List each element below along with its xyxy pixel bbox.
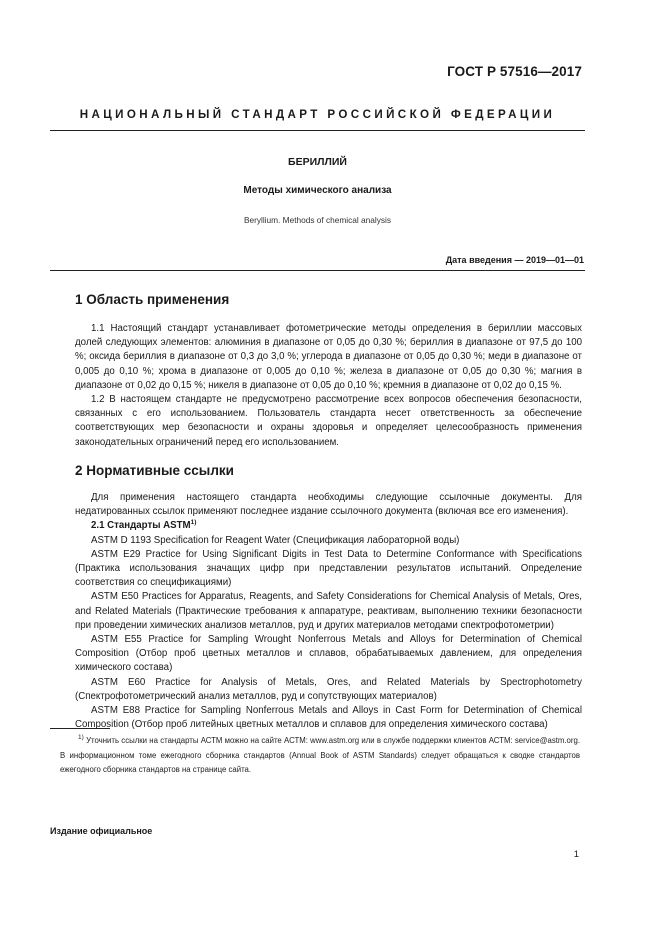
section-2-intro: Для применения настоящего стандарта необходимы следующие ссылочные документы. Для недатированных ссылок применяют последнее издание ссылочного документа (включая все его изменения). bbox=[75, 492, 582, 518]
subsection-2-1-heading bbox=[75, 519, 582, 533]
section-2-heading: 2 Нормативные ссылки bbox=[75, 463, 234, 478]
section-2-body bbox=[75, 491, 582, 732]
reference-item: ASTM D 1193 Specification for Reagent Water (Спецификация лабораторной воды) bbox=[91, 534, 460, 546]
section-1-heading: 1 Область применения bbox=[75, 292, 230, 307]
reference-item: ASTM E55 Practice for Sampling Wrought Nonferrous Metals and Alloys for Determination of Chemical Composition (Отбор проб цветных металлов и сплавов, обрабатываемых давлением, для определения химического состава) bbox=[75, 634, 582, 674]
footnote-marker: 1) bbox=[190, 519, 197, 527]
document-title: БЕРИЛЛИЙ bbox=[288, 156, 347, 168]
footnote bbox=[60, 734, 580, 778]
subsection-2-1-label: 2.1 Стандарты ASTM bbox=[91, 520, 191, 532]
reference-item: ASTM E50 Practices for Apparatus, Reagents, and Safety Considerations for Chemical Analysis of Metals, Ores, and Related Materials (Практические требования к аппаратуре, реактивам, выполнению техники безопасности при проведении химических анализов металлов, руд и других материалов методами спектрофотометрии) bbox=[75, 591, 582, 631]
introduction-date: Дата введения — 2019—01—01 bbox=[445, 255, 584, 265]
section-1-body bbox=[75, 322, 582, 450]
footnote-separator bbox=[50, 728, 110, 729]
paragraph-1-1: 1.1 Настоящий стандарт устанавливает фотометрические методы определения в бериллии массовых долей следующих элементов: алюминия в диапазоне от 0,05 до 0,30 %; бериллия в диапазоне от 97,5 до 100 %; оксида бериллия в диапазоне от 0,3 до 3,0 %; углерода в диапазоне от 0,05 до 0,30 %; меди в диапазоне от 0,005 до 0,10 %; хрома в диапазоне от 0,005 до 0,10 %; железа в диапазоне от 0,05 до 0,30 %; магния в диапазоне от 0,02 до 0,15 %; никеля в диапазоне от 0,05 до 0,10 %; кремния в диапазоне от 0,02 до 0,15 %. bbox=[75, 323, 582, 391]
national-standard-banner: НАЦИОНАЛЬНЫЙ СТАНДАРТ РОССИЙСКОЙ ФЕДЕРАЦИИ bbox=[79, 108, 556, 121]
reference-item: ASTM E88 Practice for Sampling Nonferrous Metals and Alloys in Cast Form for Determination of Chemical Composition (Отбор проб литейных цветных металлов и сплавов для определения химического состава) bbox=[75, 705, 582, 731]
reference-item: ASTM E29 Practice for Using Significant Digits in Test Data to Determine Conformance with Specifications (Практика использования значащих цифр при представлении результатов испытаний. Определение соответствия со спецификациями) bbox=[75, 548, 582, 589]
title-rule bbox=[50, 270, 585, 271]
paragraph-1-2: 1.2 В настоящем стандарте не предусмотрено рассмотрение всех вопросов обеспечения безопасности, связанных с его использованием. Пользователь стандарта несет ответственность за обеспечение соответствующих мер безопасности и охраны здоровья и определяет целесообразность применения законодательных ограничений перед его использованием. bbox=[75, 394, 582, 448]
english-title: Beryllium. Methods of chemical analysis bbox=[243, 215, 392, 225]
footnote-text: Уточнить ссылки на стандарты АСТМ можно на сайте АСТМ: www.astm.org или в службе поддержки клиентов АСТМ: service@astm.org. В информационном томе ежегодного сборника стандартов (Annual Book of ASTM Standards) следует обращаться к сводке стандартов ежегодного сборника стандартов на странице сайта. bbox=[60, 736, 580, 774]
page-number: 1 bbox=[573, 849, 579, 860]
footnote-text-line bbox=[60, 734, 580, 778]
top-rule bbox=[50, 130, 585, 131]
footnote-marker: 1) bbox=[78, 734, 84, 741]
official-edition-label: Издание официальное bbox=[50, 826, 153, 836]
document-subtitle: Методы химического анализа bbox=[243, 185, 392, 196]
reference-item: ASTM E60 Practice for Analysis of Metals, Ores, and Related Materials by Spectrophotometry (Спектрофотометрический анализ металлов, руд и сопутствующих материалов) bbox=[75, 676, 582, 702]
document-number: ГОСТ Р 57516—2017 bbox=[447, 64, 582, 79]
